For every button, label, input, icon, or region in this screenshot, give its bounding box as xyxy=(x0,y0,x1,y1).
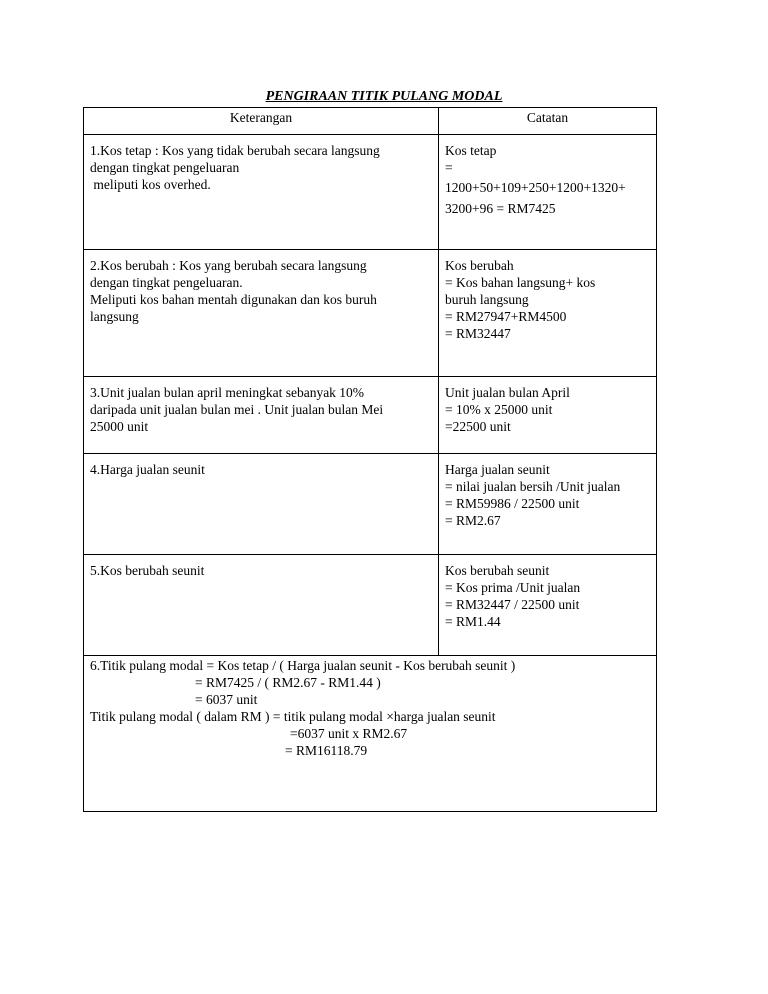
text-line: daripada unit jualan bulan mei . Unit jualan bulan Mei xyxy=(90,402,384,417)
keterangan-cell xyxy=(84,135,439,250)
text-line: 4.Harga jualan seunit xyxy=(90,462,205,477)
text-line: = Kos prima /Unit jualan xyxy=(445,580,581,595)
table-row xyxy=(84,454,657,555)
text-line: Titik pulang modal ( dalam RM ) = titik pulang modal ×harga jualan seunit xyxy=(90,709,496,724)
header-keterangan: Keterangan xyxy=(84,108,439,135)
text-line: = RM27947+RM4500 xyxy=(445,309,567,324)
text-line: 3.Unit jualan bulan april meningkat sebanyak 10% xyxy=(90,385,365,400)
text-line: Kos berubah xyxy=(445,258,514,273)
text-line: buruh langsung xyxy=(445,292,529,307)
text-line: 1.Kos tetap : Kos yang tidak berubah secara langsung xyxy=(90,143,380,158)
text-line: Harga jualan seunit xyxy=(445,462,550,477)
keterangan-cell xyxy=(84,377,439,454)
text-line: = 10% x 25000 unit xyxy=(445,402,553,417)
text-line: Unit jualan bulan April xyxy=(445,385,570,400)
text-line: 5.Kos berubah seunit xyxy=(90,563,205,578)
calculation-table xyxy=(83,107,657,812)
table-row xyxy=(84,555,657,656)
text-line: 25000 unit xyxy=(90,419,149,434)
table-header-row xyxy=(84,108,657,135)
table-row xyxy=(84,377,657,454)
text-line: =22500 unit xyxy=(445,419,511,434)
keterangan-cell xyxy=(84,250,439,377)
text-line: 3200+96 = RM7425 xyxy=(445,201,556,216)
table-row xyxy=(84,135,657,250)
text-line: = RM59986 / 22500 unit xyxy=(445,496,580,511)
table-row xyxy=(84,250,657,377)
text-line: = RM32447 / 22500 unit xyxy=(445,597,580,612)
text-line: =6037 unit x RM2.67 xyxy=(290,726,408,741)
catatan-cell xyxy=(439,555,657,656)
text-line: dengan tingkat pengeluaran xyxy=(90,160,240,175)
catatan-cell xyxy=(439,135,657,250)
text-line: = 6037 unit xyxy=(195,692,258,707)
text-line: = RM2.67 xyxy=(445,513,501,528)
text-line: = RM16118.79 xyxy=(285,743,368,758)
text-line: 1200+50+109+250+1200+1320+ xyxy=(445,180,626,195)
keterangan-cell xyxy=(84,454,439,555)
text-line: meliputi kos overhed. xyxy=(90,177,211,192)
text-line: dengan tingkat pengeluaran. xyxy=(90,275,243,290)
document-title: PENGIRAAN TITIK PULANG MODAL xyxy=(265,89,503,104)
text-line: = RM7425 / ( RM2.67 - RM1.44 ) xyxy=(195,675,381,690)
keterangan-cell xyxy=(84,555,439,656)
catatan-cell xyxy=(439,377,657,454)
text-line: Meliputi kos bahan mentah digunakan dan kos buruh xyxy=(90,292,377,307)
catatan-cell xyxy=(439,454,657,555)
text-line: 2.Kos berubah : Kos yang berubah secara langsung xyxy=(90,258,367,273)
text-line: langsung xyxy=(90,309,139,324)
summary-row xyxy=(84,656,657,812)
text-line: Kos tetap xyxy=(445,143,497,158)
text-line: = Kos bahan langsung+ kos xyxy=(445,275,596,290)
text-line: = RM32447 xyxy=(445,326,511,341)
text-line: Kos berubah seunit xyxy=(445,563,550,578)
summary-cell xyxy=(84,656,657,812)
text-line: = RM1.44 xyxy=(445,614,501,629)
header-catatan: Catatan xyxy=(439,108,657,135)
text-line: = xyxy=(445,160,453,175)
catatan-cell xyxy=(439,250,657,377)
text-line: 6.Titik pulang modal = Kos tetap / ( Harga jualan seunit - Kos berubah seunit ) xyxy=(90,658,516,673)
text-line: = nilai jualan bersih /Unit jualan xyxy=(445,479,621,494)
